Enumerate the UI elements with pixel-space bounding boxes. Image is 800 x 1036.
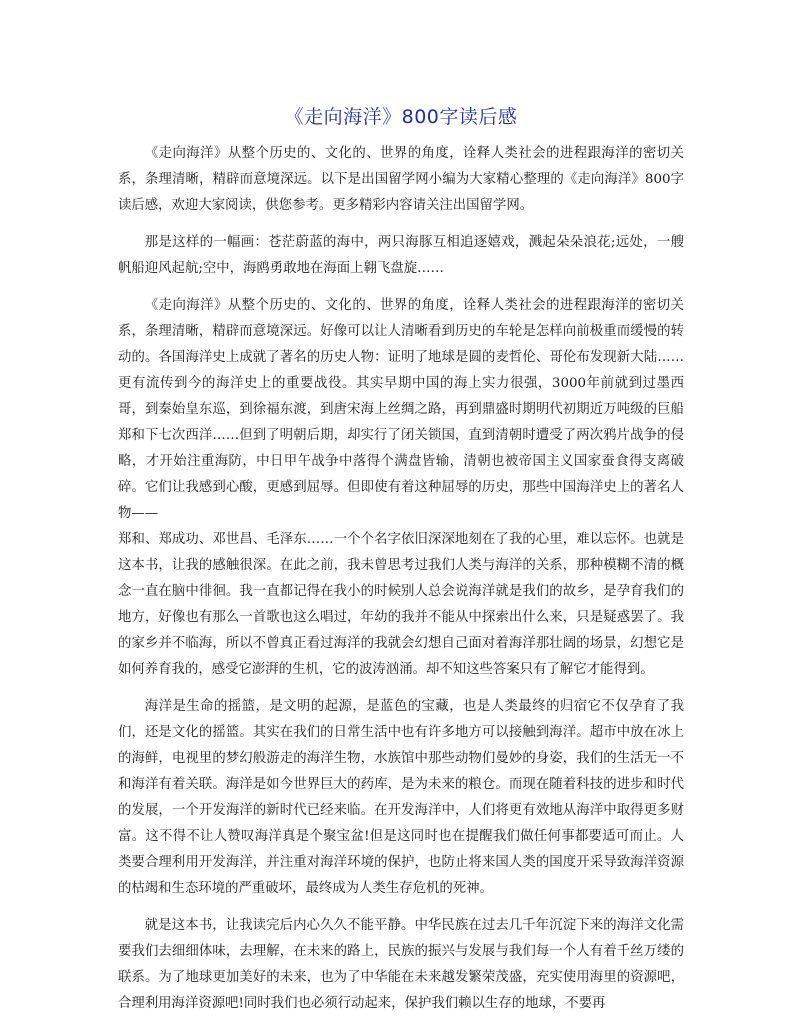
paragraph-scene: 那是这样的一幅画：苍茫蔚蓝的海中，两只海豚互相追逐嬉戏，溅起朵朵浪花;远处，一艘帆船迎风起航;空中，海鸥勇敢地在海面上翱飞盘旋…… (118, 235, 684, 276)
paragraph-ocean-value: 海洋是生命的摇篮，是文明的起源，是蓝色的宝藏，也是人类最终的归宿它不仅孕育了我们，还是文化的摇篮。其实在我们的日常生活中也有许多地方可以接触到海洋。超市中放在冰上的海鲜，电视里的梦幻般游走的海洋生物，水族馆中那些动物们曼妙的身姿，我们的生活无一不和海洋有着关联。海洋是如今世界巨大的药库，是为未来的粮仓。而现在随着科技的进步和时代的发展，一个开发海洋的新时代已经来临。在开发海洋中，人们将更有效地从海洋中取得更多财富。这不得不让人赞叹海洋真是个聚宝盆!但是这同时也在提醒我们做任何事都要适可而止。人类要合理利用开发海洋，并注重对海洋环境的保护，也防止将来国人类的国度开采导致海洋资源的枯竭和生态环境的严重破坏，最终成为人类生存危机的死神。 (118, 699, 684, 896)
document-page (118, 92, 684, 1028)
paragraph-conclusion: 就是这本书，让我读完后内心久久不能平静。中华民族在过去几千年沉淀下来的海洋文化需要我们去细细体味，去理解，在未来的路上，民族的振兴与发展与我们每一个人有着千丝万缕的联系。为了地球更加美好的未来，也为了中华能在未来越发繁荣茂盛，充实使用海里的资源吧，合理利用海洋资源吧!同时我们也必须行动起来，保护我们赖以生存的地球，不要再 (118, 918, 684, 1011)
paragraph-reflection: 郑和、郑成功、邓世昌、毛泽东……一个个名字依旧深深地刻在了我的心里，难以忘怀。也就是这本书，让我的感触很深。在此之前，我未曾思考过我们人类与海洋的关系，那种模糊不清的概念一直在脑中徘徊。我一直都记得在我小的时候别人总会说海洋就是我们的故乡，是孕育我们的地方，好像也有那么一首歌也这么唱过，年幼的我并不能从中探索出什么来，只是疑惑罢了。我的家乡并不临海，所以不曾真正看过海洋的我就会幻想自己面对着海洋那壮阔的场景，幻想它是如何养育我的，感受它澎湃的生机，它的波涛汹涌。却不知这些答案只有了解它才能得到。 (118, 532, 684, 677)
paragraph-intro: 《走向海洋》从整个历史的、文化的、世界的角度，诠释人类社会的进程跟海洋的密切关系，条理清晰，精辟而意境深远。以下是出国留学网小编为大家精心整理的《走向海洋》800字读后感，欢迎大家阅读，供您参考。更多精彩内容请关注出国留学网。 (118, 146, 684, 213)
paragraph-history: 《走向海洋》从整个历史的、文化的、世界的角度，诠释人类社会的进程跟海洋的密切关系，条理清晰，精辟而意境深远。好像可以让人清晰看到历史的车轮是怎样向前极重而缓慢的转动的。各国海洋史上成就了著名的历史人物：证明了地球是圆的麦哲伦、哥伦布发现新大陆……更有流传到今的海洋史上的重要战役。其实早期中国的海上实力很强，3000年前就到过墨西哥，到秦始皇东巡，到徐福东渡，到唐宋海上丝绸之路，再到鼎盛时期明代初期近万吨级的巨船郑和下七次西洋……但到了明朝后期，却实行了闭关锁国，直到清朝时遭受了两次鸦片战争的侵略，才开始注重海防，中日甲午战争中落得个满盘皆输，清朝也被帝国主义国家蚕食得支离破碎。它们让我感到心酸，更感到屈辱。但即使有着这种屈辱的历史，那些中国海洋史上的著名人物—— (118, 298, 684, 521)
page-title: 《走向海洋》800字读后感 (284, 106, 518, 128)
